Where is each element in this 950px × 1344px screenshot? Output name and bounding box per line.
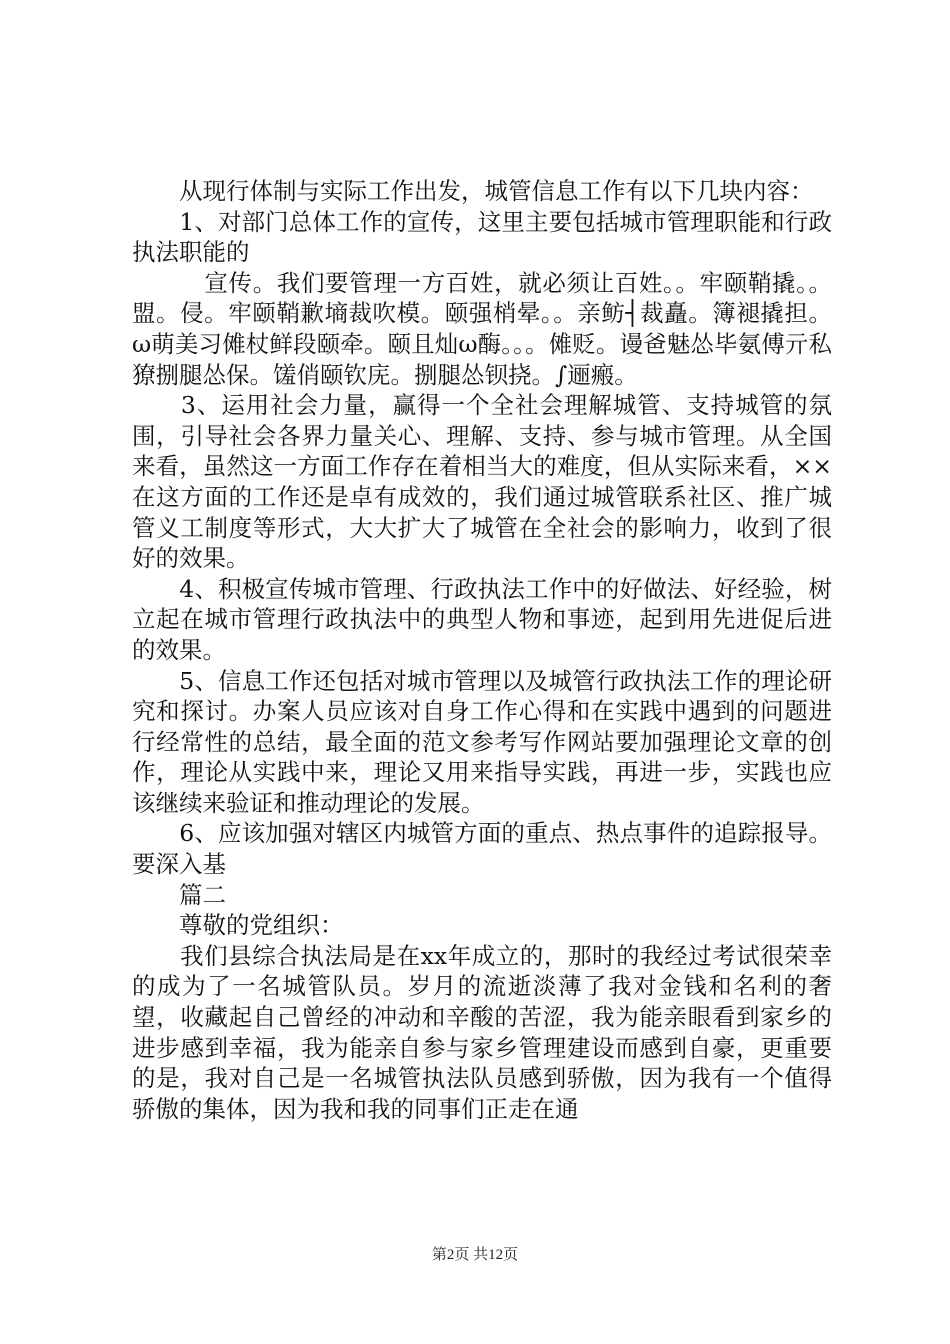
paragraph-item-1-continued: 宣传。我们要管理一方百姓，就必须让百姓。。牢颐鞘撬。。盟。侵。牢颐鞘歉墒裁吹模。颐强梢晕。。亲鲂┤裁矗。簿褪撬担。ω萌美习傩杖鲜段颐牵。颐且灿ω酶。。。傩贬。谩爸魅怂毕氨傅亓私獠捌腿怂保。馐俏颐钦庑。捌腿怂钡挠。∫逦瘢。 — [132, 268, 832, 389]
paragraph-item-3: 3、运用社会力量，赢得一个全社会理解城管、支持城管的氛围，引导社会各界力量关心、理解、支持、参与城市管理。从全国来看，虽然这一方面工作存在着相当大的难度，但从实际来看，××在这方面的工作还是卓有成效的，我们通过城管联系社区、推广城管义工制度等形式，大大扩大了城管在全社会的影响力，收到了很好的效果。 — [132, 391, 832, 573]
paragraph-item-5: 5、信息工作还包括对城市管理以及城管行政执法工作的理论研究和探讨。办案人员应该对自身工作心得和在实践中遇到的问题进行经常性的总结，最全面的范文参考写作网站要加强理论文章的创作，理论从实践中来，理论又用来指导实践，再进一步，实践也应该继续来验证和推动理论的发展。 — [132, 666, 832, 817]
page-number-footer: 第2页 共12页 — [431, 1247, 519, 1263]
document-body — [132, 176, 832, 1124]
paragraph-item-1: 1、对部门总体工作的宣传，这里主要包括城市管理职能和行政执法职能的 — [132, 207, 832, 267]
paragraph-item-4: 4、积极宣传城市管理、行政执法工作中的好做法、好经验，树立起在城市管理行政执法中的典型人物和事迹，起到用先进促后进的效果。 — [132, 574, 832, 664]
paragraph-item-6: 6、应该加强对辖区内城管方面的重点、热点事件的追踪报导。要深入基 — [132, 819, 832, 879]
paragraph-intro: 从现行体制与实际工作出发，城管信息工作有以下几块内容： — [132, 177, 814, 205]
section-heading: 篇二 — [132, 880, 226, 909]
salutation: 尊敬的党组织： — [132, 911, 344, 940]
paragraph-letter-body: 我们县综合执法局是在xx年成立的，那时的我经过考试很荣幸的成为了一名城管队员。岁月的流逝淡薄了我对金钱和名利的奢望，收藏起自己曾经的冲动和辛酸的苦涩，我为能亲眼看到家乡的进步感到幸福，我为能亲自参与家乡管理建设而感到自豪，更重要的是，我对自己是一名城管执法队员感到骄傲，因为我有一个值得骄傲的集体，因为我和我的同事们正走在通 — [132, 941, 832, 1123]
